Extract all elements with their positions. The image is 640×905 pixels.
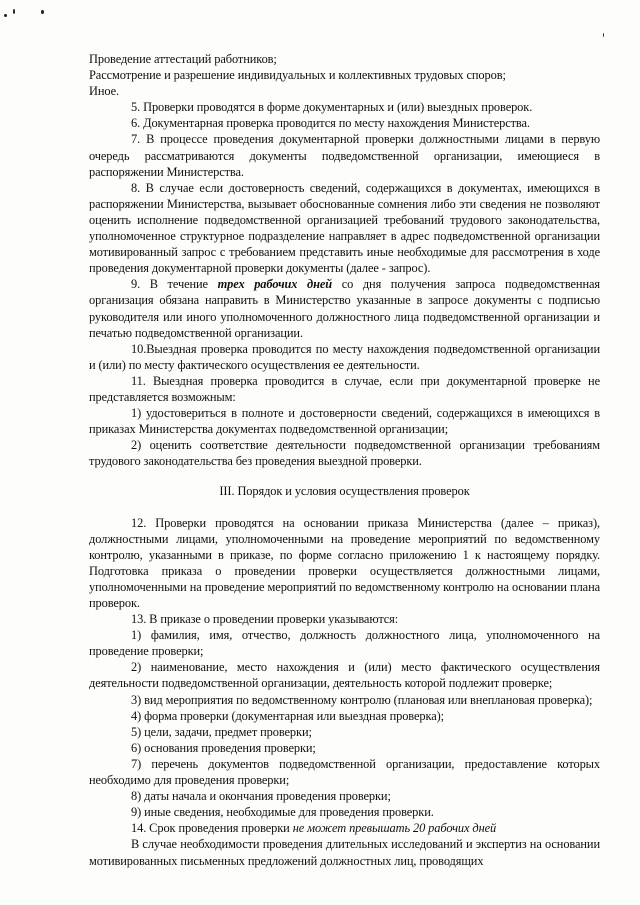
list-item: Иное. <box>89 84 120 99</box>
list-item: 5) цели, задачи, предмет проверки; <box>131 724 312 739</box>
paragraph-8: 8. В случае если достоверность сведений, содержащихся в документах, имеющихся в распоряжении Министерства, вызывает обоснованные сомнения либо эти сведения не позволяют оценить исполнение подведомственной организацией требований трудового законодательства, уполномоченное структурное подразделение направляет в адрес подведомственной организации мотивированный запрос с требованием представить иные необходимые для рассмотрения в ходе проведения документарной проверки документы (далее - запрос). <box>89 180 600 276</box>
scan-speck <box>13 9 15 14</box>
list-item: Рассмотрение и разрешение индивидуальных и коллективных трудовых споров; <box>89 68 506 83</box>
list-item: Проведение аттестаций работников; <box>89 52 277 66</box>
list-item: 3) вид мероприятия по ведомственному контролю (плановая или внеплановая проверка); <box>131 692 593 707</box>
list-item: 2) наименование, место нахождения и (или) место фактического осуществления деятельности подведомственной организации, деятельность которой подлежит проверке; <box>89 660 600 691</box>
paragraph-13: 13. В приказе о проведении проверки указываются: <box>131 612 399 627</box>
paragraph-7: 7. В процессе проведения документарной проверки должностными лицами в первую очередь рассматриваются документы подведомственной организации, имеющиеся в распоряжении Министерства. <box>89 132 600 179</box>
paragraph-9-start: 9. В течение <box>131 277 218 292</box>
list-item: 1) фамилия, имя, отчество, должность должностного лица, уполномоченного на проведение проверки; <box>89 628 600 659</box>
paragraph-12: 12. Проверки проводятся на основании приказа Министерства (далее – приказ), должностными лицами, уполномоченными на проведение мероприятий по ведомственному контролю, указанными в приказе, по форме согласно приложению 1 к настоящему порядку. Подготовка приказа о проведении проверки осуществляется должностными лицами, уполномоченными на проведение мероприятий по ведомственному контролю на основании плана проверок. <box>89 515 600 610</box>
list-item: 8) даты начала и окончания проведения проверки; <box>131 789 391 804</box>
paragraph-14-emphasis: не может превышать 20 рабочих дней <box>292 821 497 836</box>
paragraph-14 <box>89 820 600 836</box>
paragraph-10: 10.Выездная проверка проводится по месту нахождения подведомственной организации и (или) по месту фактического осуществления ее деятельности. <box>89 341 600 372</box>
document-page <box>89 51 600 869</box>
scan-speck <box>603 33 604 37</box>
section-title: III. Порядок и условия осуществления проверок <box>219 484 470 499</box>
paragraph-11-item-2: 2) оценить соответствие деятельности подведомственной организации требованиям трудового законодательства без проведения выездной проверки. <box>89 438 600 469</box>
paragraph-6: 6. Документарная проверка проводится по месту нахождения Министерства. <box>131 116 530 131</box>
list-item: 7) перечень документов подведомственной организации, предоставление которых необходимо для проведения проверки; <box>89 756 600 788</box>
paragraph-11-item-1: 1) удостовериться в полноте и достоверности сведений, содержащихся в имеющихся в приказах Министерства документах подведомственной организации; <box>89 406 600 437</box>
paragraph-9 <box>89 276 600 340</box>
paragraph-9-emphasis: трех рабочих дней <box>217 277 333 292</box>
paragraph-5: 5. Проверки проводятся в форме документарных и (или) выездных проверок. <box>131 100 533 115</box>
paragraph-14-continued: В случае необходимости проведения длительных исследований и экспертиз на основании мотивированных письменных предложений должностных лиц, проводящих <box>89 837 600 868</box>
scan-speck <box>41 10 44 14</box>
paragraph-9-end: со дня получения запроса подведомственная организация обязана направить в Министерство указанные в запросе документы с подписью руководителя или иного уполномоченного должностного лица подведомственной организации и печатью подведомственной организации. <box>89 277 600 340</box>
list-item: 4) форма проверки (документарная или выездная проверка); <box>131 708 444 723</box>
paragraph-14-start: 14. Срок проведения проверки <box>131 821 293 836</box>
list-item: 6) основания проведения проверки; <box>131 740 316 755</box>
paragraph-11: 11. Выездная проверка проводится в случае, если при документарной проверке не представляется возможным: <box>89 373 600 404</box>
scan-speck <box>4 14 7 17</box>
list-item: 9) иные сведения, необходимые для проведения проверки. <box>131 805 434 820</box>
